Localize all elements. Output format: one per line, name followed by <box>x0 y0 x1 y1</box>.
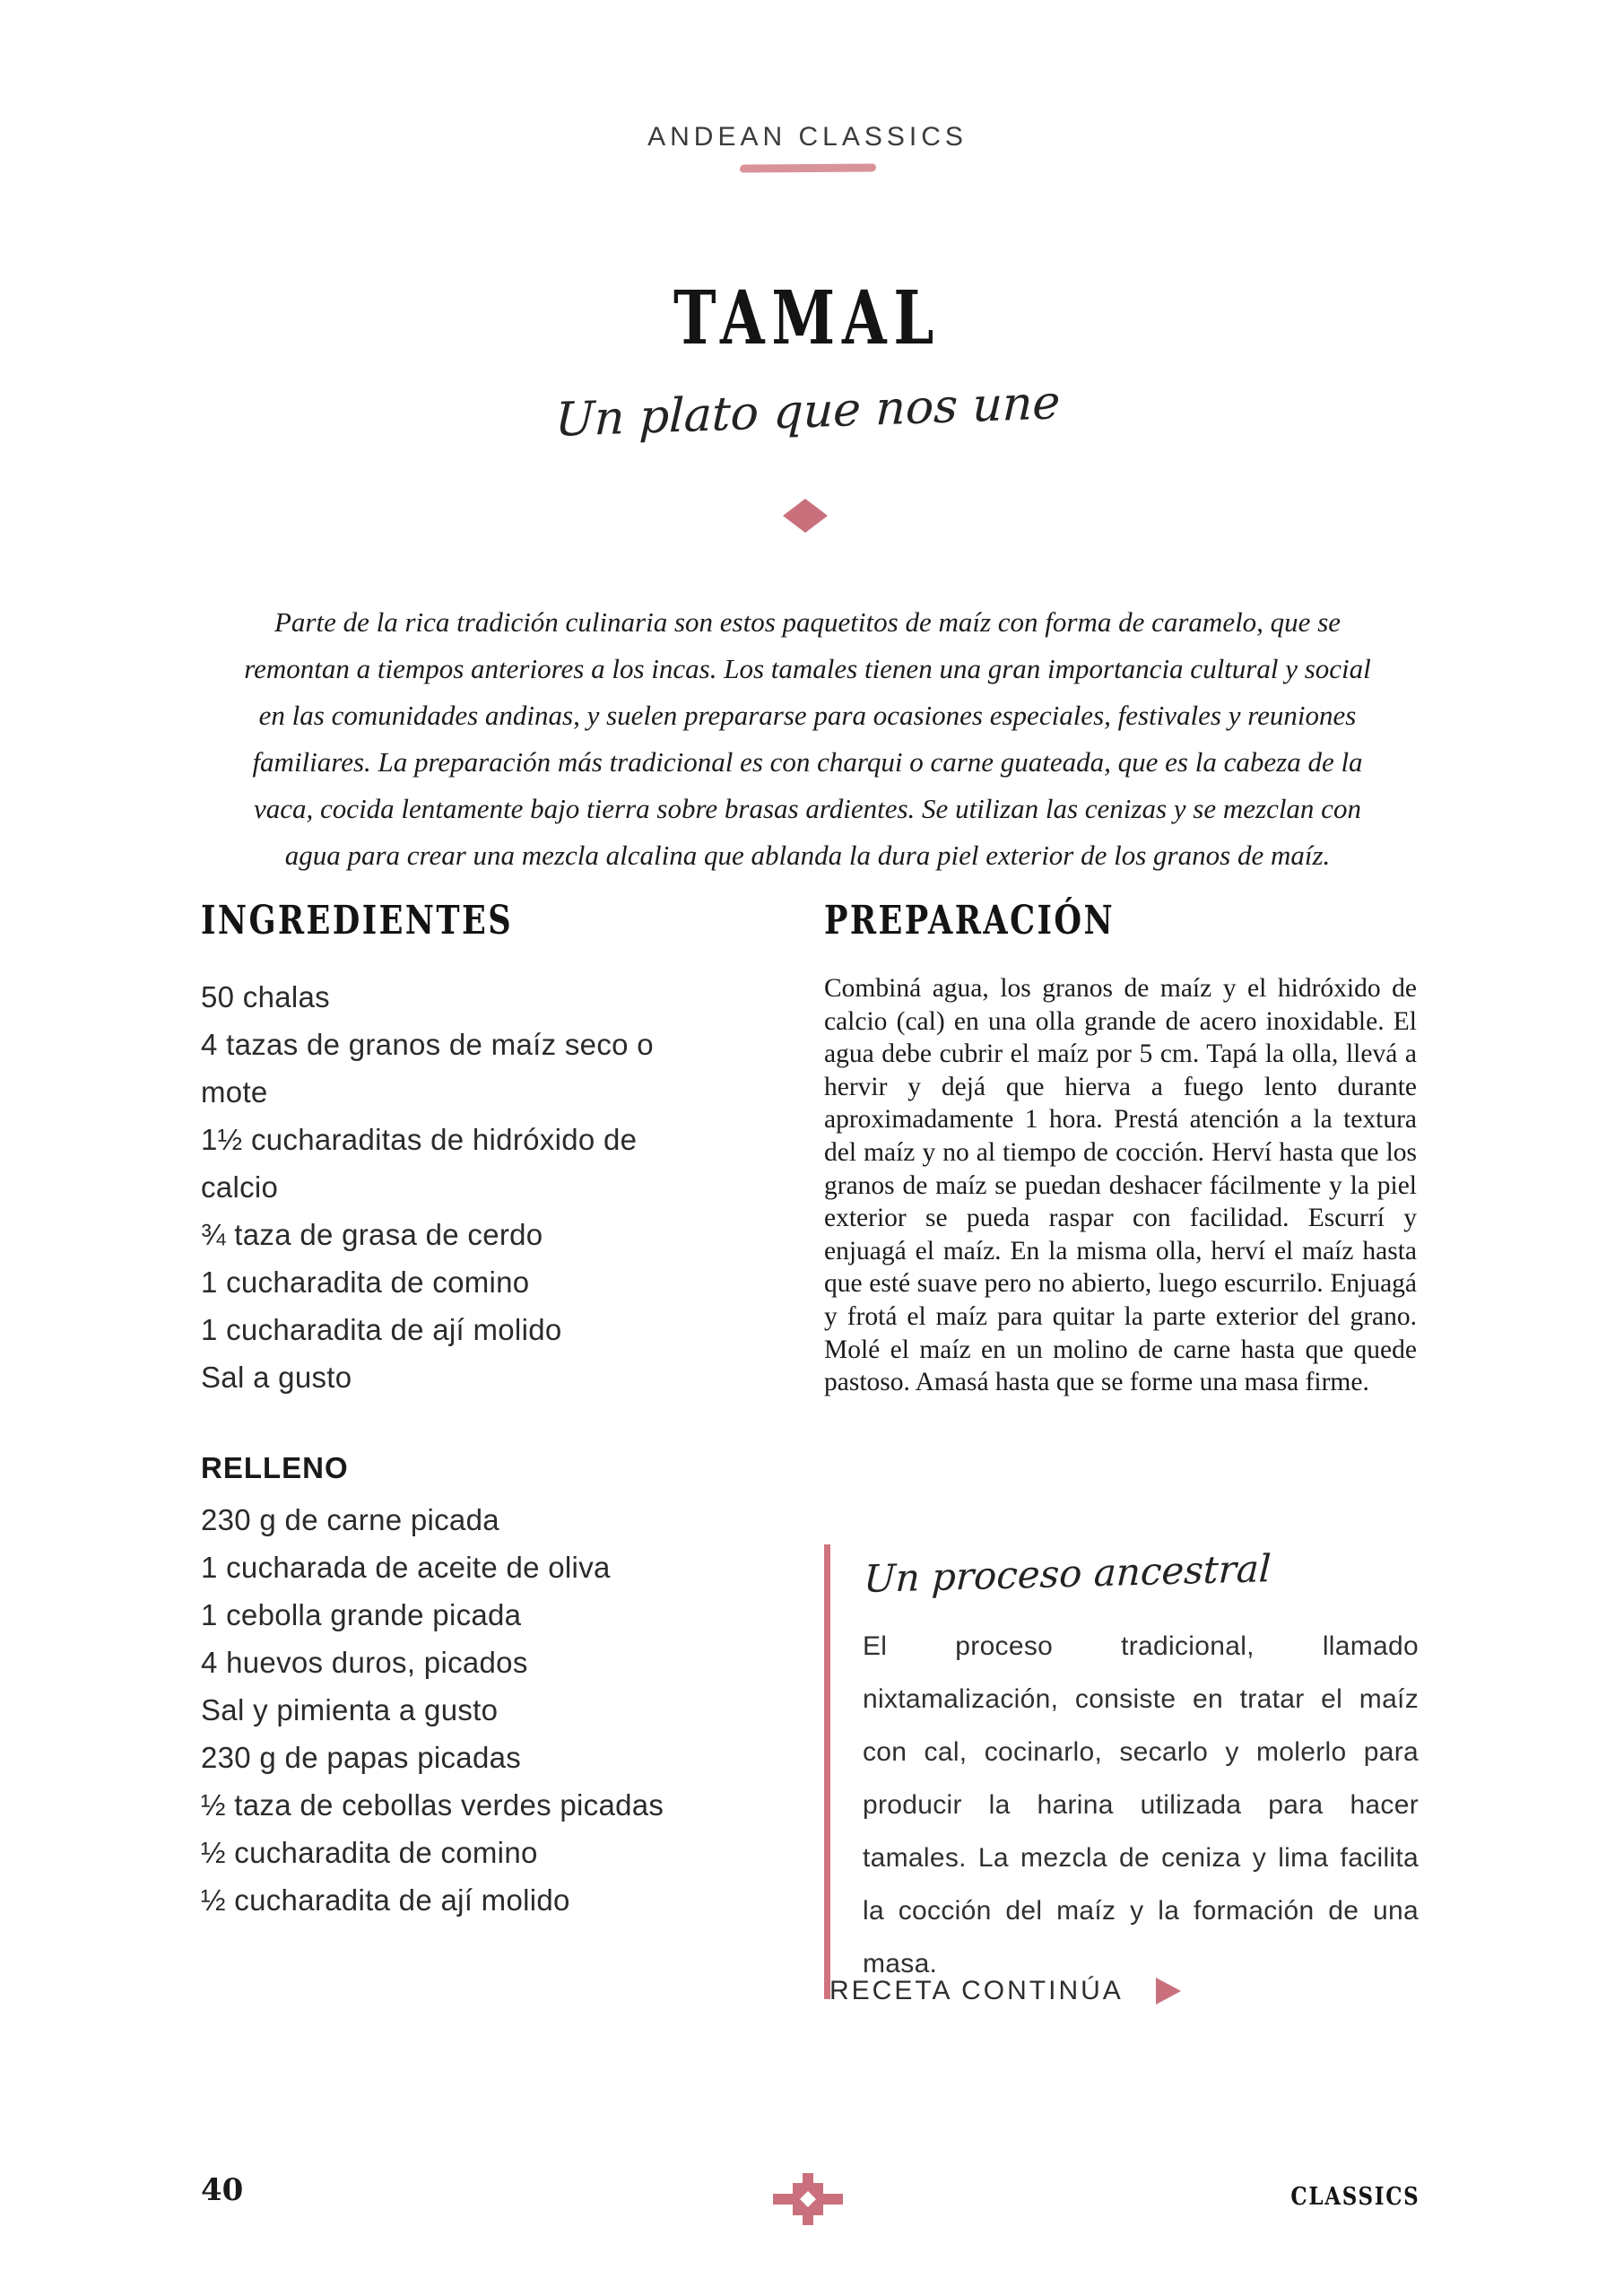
filling-heading: RELLENO <box>201 1451 349 1484</box>
ingredient-item: ¾ taza de grasa de cerdo <box>201 1218 543 1251</box>
preparation-body: Combiná agua, los granos de maíz y el hidróxido de calcio (cal) en una olla grande de acero inoxidable. El agua debe cubrir el maíz por 5 cm. Tapá la olla, llevá a hervir y dejá que hierva a fuego lento durante aproximadamente 1 hora. Prestá atención a la textura del maíz y no al tiempo de cocción. Herví hasta que los granos de maíz se puedan deshacer fácilmente y la piel exterior se pueda raspar con facilidad. Escurrí y enjuagá el maíz. En la misma olla, herví el maíz hasta que esté suave pero no abierto, luego escurrilo. Enjuagá y frotá el maíz para quitar la parte exterior del grano. Molé el maíz en un molino de carne hasta que quede pastoso. Amasá hasta que se forme una masa firme. <box>824 974 1417 1397</box>
page-title-text: TAMAL <box>673 275 942 361</box>
page-number: 40 <box>201 2172 244 2208</box>
filling-item: 1 cebolla grande picada <box>201 1598 522 1631</box>
ingredient-item: 50 chalas <box>201 980 330 1013</box>
filling-item: 4 huevos duros, picados <box>201 1646 528 1679</box>
filling-item: ½ taza de cebollas verdes picadas <box>201 1788 664 1822</box>
brush-underline <box>739 163 875 172</box>
ingredients-list <box>201 973 705 1401</box>
ingredients-section <box>201 899 705 1924</box>
callout <box>824 1544 1419 1999</box>
preparation-heading: PREPARACIÓN <box>824 898 1116 944</box>
ingredient-item: Sal a gusto <box>201 1361 352 1394</box>
eyebrow: ANDEAN CLASSICS <box>647 122 968 152</box>
ingredients-heading: INGREDIENTES <box>201 898 514 944</box>
filling-item: 230 g de papas picadas <box>201 1741 522 1774</box>
callout-heading: Un proceso ancestral <box>863 1546 1272 1601</box>
page-title <box>0 275 1615 361</box>
ingredient-item: 1½ cucharaditas de hidróxido de calcio <box>201 1123 638 1204</box>
chakana-icon <box>773 2173 843 2225</box>
recipe-continues <box>829 1976 1181 2006</box>
callout-body: El proceso tradicional, llamado nixtamalización, consiste en tratar el maíz con cal, cocinarlo, secarlo y molerlo para producir la harina utilizada para hacer tamales. La mezcla de ceniza y lima facilita la cocción del maíz y la formación de una masa. <box>863 1631 1419 1979</box>
filling-item: 1 cucharada de aceite de oliva <box>201 1551 611 1584</box>
ingredient-item: 1 cucharadita de ají molido <box>201 1313 562 1346</box>
diamond-icon <box>783 499 828 533</box>
arrow-right-icon <box>1156 1978 1181 2005</box>
page-subtitle-text: Un plato que nos une <box>553 376 1062 448</box>
ingredient-item: 1 cucharadita de comino <box>201 1265 530 1299</box>
filling-list <box>201 1496 705 1924</box>
preparation-section <box>824 899 1417 1399</box>
footer-section-label: CLASSICS <box>1289 2183 1420 2211</box>
page-subtitle <box>0 377 1615 447</box>
filling-item: Sal y pimienta a gusto <box>201 1693 499 1726</box>
intro-paragraph: Parte de la rica tradición culinaria son estos paquetitos de maíz con forma de caramelo, que se remontan a tiempos anteriores a los incas. Los tamales tienen una gran importancia cultural y social en las comunidades andinas, y suelen prepararse para ocasiones especiales, festivales y reuniones familiares. La preparación más tradicional es con charqui o carne guateada, que es la cabeza de la vaca, cocida lentamente bajo tierra sobre brasas ardientes. Se utilizan las cenizas y se mezclan con agua para crear una mezcla alcalina que ablanda la dura piel exterior de los granos de maíz. <box>244 606 1371 871</box>
ingredient-item: 4 tazas de granos de maíz seco o mote <box>201 1028 654 1109</box>
recipe-continues-label: RECETA CONTINÚA <box>829 1976 1124 2005</box>
filling-item: ½ cucharadita de comino <box>201 1836 538 1869</box>
filling-item: 230 g de carne picada <box>201 1503 499 1536</box>
filling-item: ½ cucharadita de ají molido <box>201 1883 570 1917</box>
